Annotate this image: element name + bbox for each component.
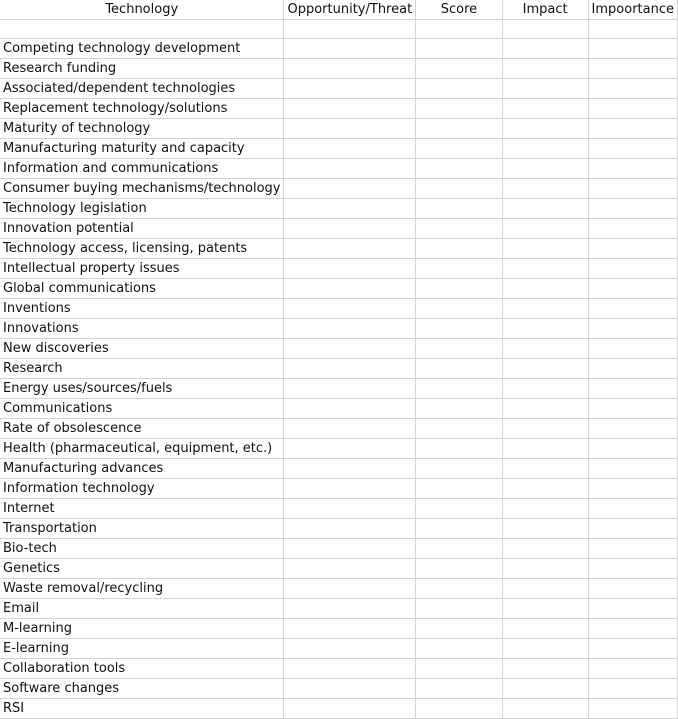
table-row xyxy=(0,459,678,479)
importance-cell[interactable] xyxy=(588,259,677,279)
technology-cell[interactable]: Maturity of technology xyxy=(0,119,284,139)
table-row xyxy=(0,179,678,199)
opportunity-threat-cell[interactable] xyxy=(284,439,416,459)
technology-cell[interactable]: Manufacturing advances xyxy=(0,459,284,479)
score-cell[interactable] xyxy=(416,419,502,439)
table-row xyxy=(0,699,678,719)
table-row xyxy=(0,99,678,119)
impact-cell[interactable] xyxy=(502,479,588,499)
opportunity-threat-cell[interactable] xyxy=(284,379,416,399)
impact-cell[interactable] xyxy=(502,159,588,179)
score-cell[interactable] xyxy=(416,399,502,419)
table-row xyxy=(0,679,678,699)
technology-cell[interactable]: Energy uses/sources/fuels xyxy=(0,379,284,399)
score-cell[interactable] xyxy=(416,699,502,719)
table-row xyxy=(0,199,678,219)
technology-cell[interactable]: Information technology xyxy=(0,479,284,499)
importance-cell[interactable] xyxy=(588,659,677,679)
score-cell[interactable] xyxy=(416,579,502,599)
header-opportunity-threat[interactable]: Opportunity/Threat xyxy=(284,0,416,20)
opportunity-threat-cell[interactable] xyxy=(284,619,416,639)
table-row xyxy=(0,39,678,59)
opportunity-threat-cell[interactable] xyxy=(284,579,416,599)
impact-cell[interactable] xyxy=(502,439,588,459)
importance-cell[interactable] xyxy=(588,359,677,379)
technology-cell[interactable]: Inventions xyxy=(0,299,284,319)
opportunity-threat-cell[interactable] xyxy=(284,499,416,519)
technology-cell[interactable]: M-learning xyxy=(0,619,284,639)
opportunity-threat-cell[interactable] xyxy=(284,39,416,59)
table-row xyxy=(0,539,678,559)
impact-cell[interactable] xyxy=(502,39,588,59)
technology-cell[interactable]: Waste removal/recycling xyxy=(0,579,284,599)
impact-cell[interactable] xyxy=(502,239,588,259)
impact-cell[interactable] xyxy=(502,599,588,619)
importance-cell[interactable] xyxy=(588,399,677,419)
header-row xyxy=(0,0,678,20)
table-row xyxy=(0,419,678,439)
impact-cell[interactable] xyxy=(502,519,588,539)
impact-cell[interactable] xyxy=(502,79,588,99)
importance-cell[interactable] xyxy=(588,639,677,659)
impact-cell[interactable] xyxy=(502,179,588,199)
importance-cell[interactable] xyxy=(588,579,677,599)
table-row xyxy=(0,619,678,639)
score-cell[interactable] xyxy=(416,219,502,239)
table-row xyxy=(0,339,678,359)
impact-cell[interactable] xyxy=(502,579,588,599)
opportunity-threat-cell[interactable] xyxy=(284,20,416,39)
table-row xyxy=(0,639,678,659)
importance-cell[interactable] xyxy=(588,79,677,99)
importance-cell[interactable] xyxy=(588,179,677,199)
score-cell[interactable] xyxy=(416,20,502,39)
importance-cell[interactable] xyxy=(588,219,677,239)
opportunity-threat-cell[interactable] xyxy=(284,679,416,699)
score-cell[interactable] xyxy=(416,39,502,59)
technology-cell[interactable]: Email xyxy=(0,599,284,619)
importance-cell[interactable] xyxy=(588,59,677,79)
importance-cell[interactable] xyxy=(588,559,677,579)
header-score[interactable]: Score xyxy=(416,0,502,20)
header-impact[interactable]: Impact xyxy=(502,0,588,20)
opportunity-threat-cell[interactable] xyxy=(284,659,416,679)
score-cell[interactable] xyxy=(416,199,502,219)
score-cell[interactable] xyxy=(416,519,502,539)
score-cell[interactable] xyxy=(416,379,502,399)
technology-cell[interactable]: Innovation potential xyxy=(0,219,284,239)
score-cell[interactable] xyxy=(416,679,502,699)
score-cell[interactable] xyxy=(416,179,502,199)
impact-cell[interactable] xyxy=(502,139,588,159)
impact-cell[interactable] xyxy=(502,339,588,359)
importance-cell[interactable] xyxy=(588,699,677,719)
impact-cell[interactable] xyxy=(502,199,588,219)
table-row xyxy=(0,399,678,419)
opportunity-threat-cell[interactable] xyxy=(284,119,416,139)
opportunity-threat-cell[interactable] xyxy=(284,639,416,659)
table-row xyxy=(0,299,678,319)
importance-cell[interactable] xyxy=(588,539,677,559)
importance-cell[interactable] xyxy=(588,139,677,159)
score-cell[interactable] xyxy=(416,99,502,119)
importance-cell[interactable] xyxy=(588,339,677,359)
impact-cell[interactable] xyxy=(502,99,588,119)
table-row xyxy=(0,159,678,179)
opportunity-threat-cell[interactable] xyxy=(284,279,416,299)
technology-cell[interactable]: Technology access, licensing, patents xyxy=(0,239,284,259)
importance-cell[interactable] xyxy=(588,439,677,459)
technology-cell[interactable]: Rate of obsolescence xyxy=(0,419,284,439)
table-row xyxy=(0,259,678,279)
technology-cell[interactable]: Collaboration tools xyxy=(0,659,284,679)
table-row xyxy=(0,319,678,339)
importance-cell[interactable] xyxy=(588,119,677,139)
opportunity-threat-cell[interactable] xyxy=(284,199,416,219)
table-row xyxy=(0,479,678,499)
importance-cell[interactable] xyxy=(588,679,677,699)
score-cell[interactable] xyxy=(416,359,502,379)
technology-cell[interactable]: E-learning xyxy=(0,639,284,659)
impact-cell[interactable] xyxy=(502,299,588,319)
opportunity-threat-cell[interactable] xyxy=(284,259,416,279)
technology-cell[interactable]: Research funding xyxy=(0,59,284,79)
importance-cell[interactable] xyxy=(588,199,677,219)
importance-cell[interactable] xyxy=(588,159,677,179)
table-row xyxy=(0,359,678,379)
impact-cell[interactable] xyxy=(502,499,588,519)
impact-cell[interactable] xyxy=(502,319,588,339)
impact-cell[interactable] xyxy=(502,359,588,379)
impact-cell[interactable] xyxy=(502,459,588,479)
technology-cell[interactable]: Bio-tech xyxy=(0,539,284,559)
importance-cell[interactable] xyxy=(588,379,677,399)
technology-cell[interactable]: Transportation xyxy=(0,519,284,539)
score-cell[interactable] xyxy=(416,619,502,639)
technology-cell[interactable]: Software changes xyxy=(0,679,284,699)
technology-cell[interactable]: Manufacturing maturity and capacity xyxy=(0,139,284,159)
technology-cell[interactable]: New discoveries xyxy=(0,339,284,359)
table-row xyxy=(0,139,678,159)
importance-cell[interactable] xyxy=(588,319,677,339)
table-row xyxy=(0,379,678,399)
table-row xyxy=(0,659,678,679)
opportunity-threat-cell[interactable] xyxy=(284,319,416,339)
technology-cell[interactable] xyxy=(0,20,284,39)
opportunity-threat-cell[interactable] xyxy=(284,59,416,79)
opportunity-threat-cell[interactable] xyxy=(284,539,416,559)
importance-cell[interactable] xyxy=(588,479,677,499)
importance-cell[interactable] xyxy=(588,239,677,259)
impact-cell[interactable] xyxy=(502,219,588,239)
impact-cell[interactable] xyxy=(502,419,588,439)
score-cell[interactable] xyxy=(416,339,502,359)
importance-cell[interactable] xyxy=(588,619,677,639)
importance-cell[interactable] xyxy=(588,499,677,519)
opportunity-threat-cell[interactable] xyxy=(284,479,416,499)
score-cell[interactable] xyxy=(416,559,502,579)
impact-cell[interactable] xyxy=(502,259,588,279)
table-row xyxy=(0,219,678,239)
importance-cell[interactable] xyxy=(588,459,677,479)
impact-cell[interactable] xyxy=(502,679,588,699)
impact-cell[interactable] xyxy=(502,119,588,139)
opportunity-threat-cell[interactable] xyxy=(284,459,416,479)
table-row xyxy=(0,20,678,39)
impact-cell[interactable] xyxy=(502,619,588,639)
score-cell[interactable] xyxy=(416,539,502,559)
importance-cell[interactable] xyxy=(588,39,677,59)
opportunity-threat-cell[interactable] xyxy=(284,179,416,199)
score-cell[interactable] xyxy=(416,259,502,279)
technology-cell[interactable]: Health (pharmaceutical, equipment, etc.) xyxy=(0,439,284,459)
score-cell[interactable] xyxy=(416,299,502,319)
score-cell[interactable] xyxy=(416,319,502,339)
table-row xyxy=(0,279,678,299)
impact-cell[interactable] xyxy=(502,20,588,39)
importance-cell[interactable] xyxy=(588,279,677,299)
technology-cell[interactable]: Innovations xyxy=(0,319,284,339)
importance-cell[interactable] xyxy=(588,99,677,119)
technology-cell[interactable]: Internet xyxy=(0,499,284,519)
opportunity-threat-cell[interactable] xyxy=(284,139,416,159)
table-row xyxy=(0,499,678,519)
technology-cell[interactable]: Communications xyxy=(0,399,284,419)
table-row xyxy=(0,519,678,539)
technology-cell[interactable]: Replacement technology/solutions xyxy=(0,99,284,119)
table-row xyxy=(0,599,678,619)
opportunity-threat-cell[interactable] xyxy=(284,99,416,119)
score-cell[interactable] xyxy=(416,119,502,139)
impact-cell[interactable] xyxy=(502,59,588,79)
importance-cell[interactable] xyxy=(588,519,677,539)
table-row xyxy=(0,439,678,459)
impact-cell[interactable] xyxy=(502,539,588,559)
opportunity-threat-cell[interactable] xyxy=(284,699,416,719)
table-row xyxy=(0,579,678,599)
score-cell[interactable] xyxy=(416,599,502,619)
technology-cell[interactable]: Genetics xyxy=(0,559,284,579)
score-cell[interactable] xyxy=(416,459,502,479)
table-row xyxy=(0,59,678,79)
score-cell[interactable] xyxy=(416,239,502,259)
technology-cell[interactable]: Intellectual property issues xyxy=(0,259,284,279)
opportunity-threat-cell[interactable] xyxy=(284,559,416,579)
opportunity-threat-cell[interactable] xyxy=(284,239,416,259)
impact-cell[interactable] xyxy=(502,639,588,659)
technology-cell[interactable]: Competing technology development xyxy=(0,39,284,59)
technology-cell[interactable]: Global communications xyxy=(0,279,284,299)
opportunity-threat-cell[interactable] xyxy=(284,419,416,439)
impact-cell[interactable] xyxy=(502,559,588,579)
opportunity-threat-cell[interactable] xyxy=(284,79,416,99)
opportunity-threat-cell[interactable] xyxy=(284,399,416,419)
impact-cell[interactable] xyxy=(502,399,588,419)
table-row xyxy=(0,119,678,139)
score-cell[interactable] xyxy=(416,659,502,679)
technology-cell[interactable]: RSI xyxy=(0,699,284,719)
technology-cell[interactable]: Technology legislation xyxy=(0,199,284,219)
score-cell[interactable] xyxy=(416,79,502,99)
table-row xyxy=(0,79,678,99)
header-technology[interactable]: Technology xyxy=(0,0,284,20)
impact-cell[interactable] xyxy=(502,379,588,399)
score-cell[interactable] xyxy=(416,159,502,179)
technology-cell[interactable]: Associated/dependent technologies xyxy=(0,79,284,99)
impact-cell[interactable] xyxy=(502,699,588,719)
opportunity-threat-cell[interactable] xyxy=(284,519,416,539)
score-cell[interactable] xyxy=(416,439,502,459)
importance-cell[interactable] xyxy=(588,599,677,619)
header-importance[interactable]: Impoortance xyxy=(588,0,677,20)
opportunity-threat-cell[interactable] xyxy=(284,299,416,319)
opportunity-threat-cell[interactable] xyxy=(284,599,416,619)
table-row xyxy=(0,559,678,579)
opportunity-threat-cell[interactable] xyxy=(284,359,416,379)
score-cell[interactable] xyxy=(416,479,502,499)
technology-cell[interactable]: Information and communications xyxy=(0,159,284,179)
importance-cell[interactable] xyxy=(588,419,677,439)
importance-cell[interactable] xyxy=(588,299,677,319)
technology-cell[interactable]: Research xyxy=(0,359,284,379)
score-cell[interactable] xyxy=(416,499,502,519)
score-cell[interactable] xyxy=(416,279,502,299)
importance-cell[interactable] xyxy=(588,20,677,39)
impact-cell[interactable] xyxy=(502,279,588,299)
opportunity-threat-cell[interactable] xyxy=(284,219,416,239)
table-row xyxy=(0,239,678,259)
score-cell[interactable] xyxy=(416,639,502,659)
score-cell[interactable] xyxy=(416,139,502,159)
technology-cell[interactable]: Consumer buying mechanisms/technology xyxy=(0,179,284,199)
score-cell[interactable] xyxy=(416,59,502,79)
opportunity-threat-cell[interactable] xyxy=(284,159,416,179)
opportunity-threat-cell[interactable] xyxy=(284,339,416,359)
impact-cell[interactable] xyxy=(502,659,588,679)
